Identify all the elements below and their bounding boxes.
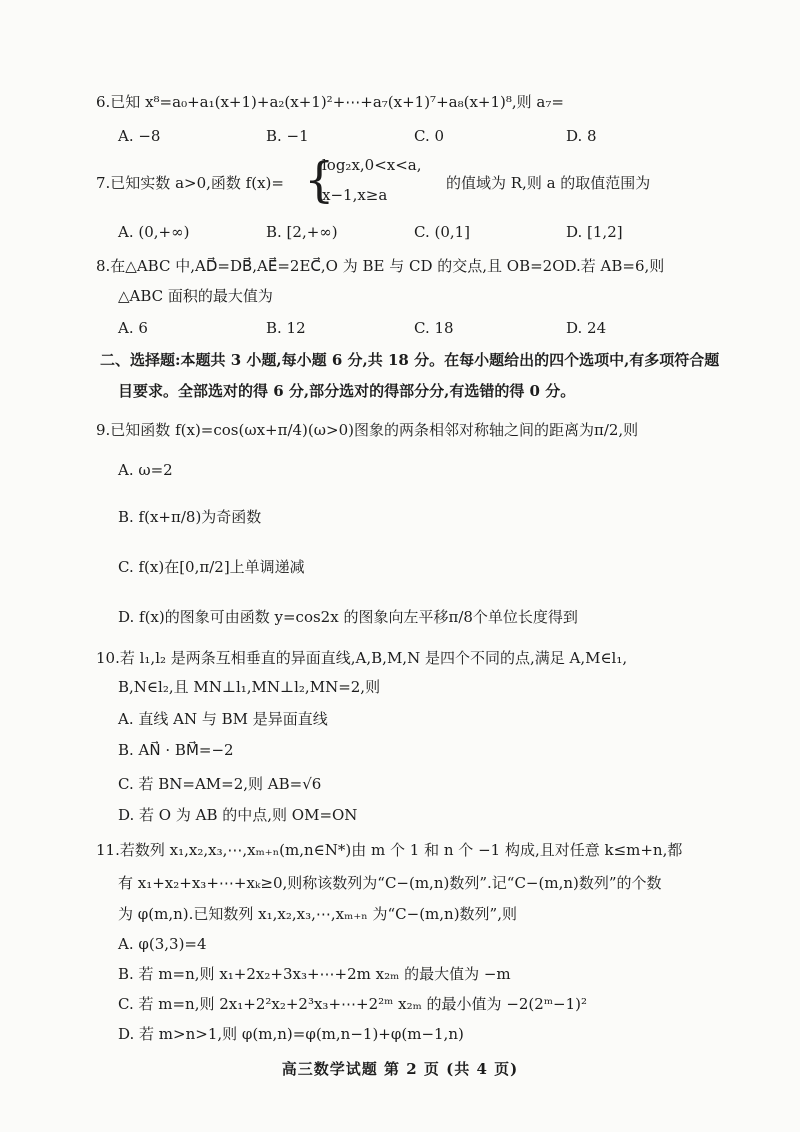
section2-heading: 二、选择题:本题共 3 小题,每小题 6 分,共 18 分。在每小题给出的四个选项中,有多项符合题: [100, 351, 720, 369]
q7-case-2: x−1,x≥a: [322, 186, 388, 204]
q8-option-a: A. 6: [118, 319, 148, 337]
q9-option-d: D. f(x)的图象可由函数 y=cos2x 的图象向左平移π/8个单位长度得到: [118, 608, 578, 626]
q10-option-b: B. AN⃗ · BM⃗=−2: [118, 741, 234, 759]
q8-option-d: D. 24: [566, 319, 607, 337]
q10-stem-line1: 10.若 l₁,l₂ 是两条互相垂直的异面直线,A,B,M,N 是四个不同的点,满足 A,M∈l₁,: [96, 649, 628, 667]
q10-option-c: C. 若 BN=AM=2,则 AB=√6: [118, 775, 322, 793]
q11-stem-line3: 为 φ(m,n).已知数列 x₁,x₂,x₃,⋯,xₘ₊ₙ 为“C−(m,n)数列”,则: [118, 905, 517, 923]
q8-option-c: C. 18: [414, 319, 454, 337]
q11-option-a: A. φ(3,3)=4: [118, 935, 207, 953]
q11-stem-line2: 有 x₁+x₂+x₃+⋯+xₖ≥0,则称该数列为“C−(m,n)数列”.记“C−(m,n)数列”的个数: [118, 874, 662, 892]
piecewise-brace: {: [304, 152, 335, 208]
q7-stem-prefix: 7.已知实数 a>0,函数 f(x)=: [96, 174, 284, 192]
q6-option-c: C. 0: [414, 127, 445, 145]
q10-option-d: D. 若 O 为 AB 的中点,则 OM=ON: [118, 806, 358, 824]
q10-stem-line2: B,N∈l₂,且 MN⊥l₁,MN⊥l₂,MN=2,则: [118, 678, 381, 696]
q7-case-1: log₂x,0<x<a,: [322, 156, 422, 174]
section2-instructions: 目要求。全部选对的得 6 分,部分选对的得部分分,有选错的得 0 分。: [118, 382, 576, 400]
q8-stem-line2: △ABC 面积的最大值为: [118, 287, 273, 305]
q9-option-a: A. ω=2: [118, 461, 173, 479]
q7-option-d: D. [1,2]: [566, 223, 623, 241]
q11-option-d: D. 若 m>n>1,则 φ(m,n)=φ(m,n−1)+φ(m−1,n): [118, 1025, 464, 1043]
q11-option-b: B. 若 m=n,则 x₁+2x₂+3x₃+⋯+2m x₂ₘ 的最大值为 −m: [118, 965, 511, 983]
q8-stem-line1: 8.在△ABC 中,AD⃗=DB⃗,AE⃗=2EC⃗,O 为 BE 与 CD 的交点,且 OB=2OD.若 AB=6,则: [96, 257, 665, 275]
q8-options: [118, 318, 728, 338]
q7-stem-suffix: 的值域为 R,则 a 的取值范围为: [446, 174, 651, 192]
q6-stem: 6.已知 x⁸=a₀+a₁(x+1)+a₂(x+1)²+⋯+a₇(x+1)⁷+a₈(x+1)⁸,则 a₇=: [96, 93, 564, 111]
q8-option-b: B. 12: [266, 319, 306, 337]
q7-options: [118, 222, 728, 242]
q6-option-d: D. 8: [566, 127, 597, 145]
q7-option-a: A. (0,+∞): [118, 223, 190, 241]
q7-stem: [96, 152, 776, 212]
q6-option-a: A. −8: [118, 127, 161, 145]
q11-stem-line1: 11.若数列 x₁,x₂,x₃,⋯,xₘ₊ₙ(m,n∈N*)由 m 个 1 和 n 个 −1 构成,且对任意 k≤m+n,都: [96, 841, 683, 859]
q11-option-c: C. 若 m=n,则 2x₁+2²x₂+2³x₃+⋯+2²ᵐ x₂ₘ 的最小值为 −2(2ᵐ−1)²: [118, 995, 587, 1013]
q6-option-b: B. −1: [266, 127, 309, 145]
q6-options: [118, 126, 728, 146]
q7-option-c: C. (0,1]: [414, 223, 471, 241]
q9-option-b: B. f(x+π/8)为奇函数: [118, 508, 262, 526]
q9-stem: 9.已知函数 f(x)=cos(ωx+π/4)(ω>0)图象的两条相邻对称轴之间的距离为π/2,则: [96, 421, 639, 439]
page-footer: 高三数学试题 第 2 页 (共 4 页): [281, 1060, 519, 1078]
q9-option-c: C. f(x)在[0,π/2]上单调递减: [118, 558, 305, 576]
q10-option-a: A. 直线 AN 与 BM 是异面直线: [118, 710, 328, 728]
q7-option-b: B. [2,+∞): [266, 223, 338, 241]
